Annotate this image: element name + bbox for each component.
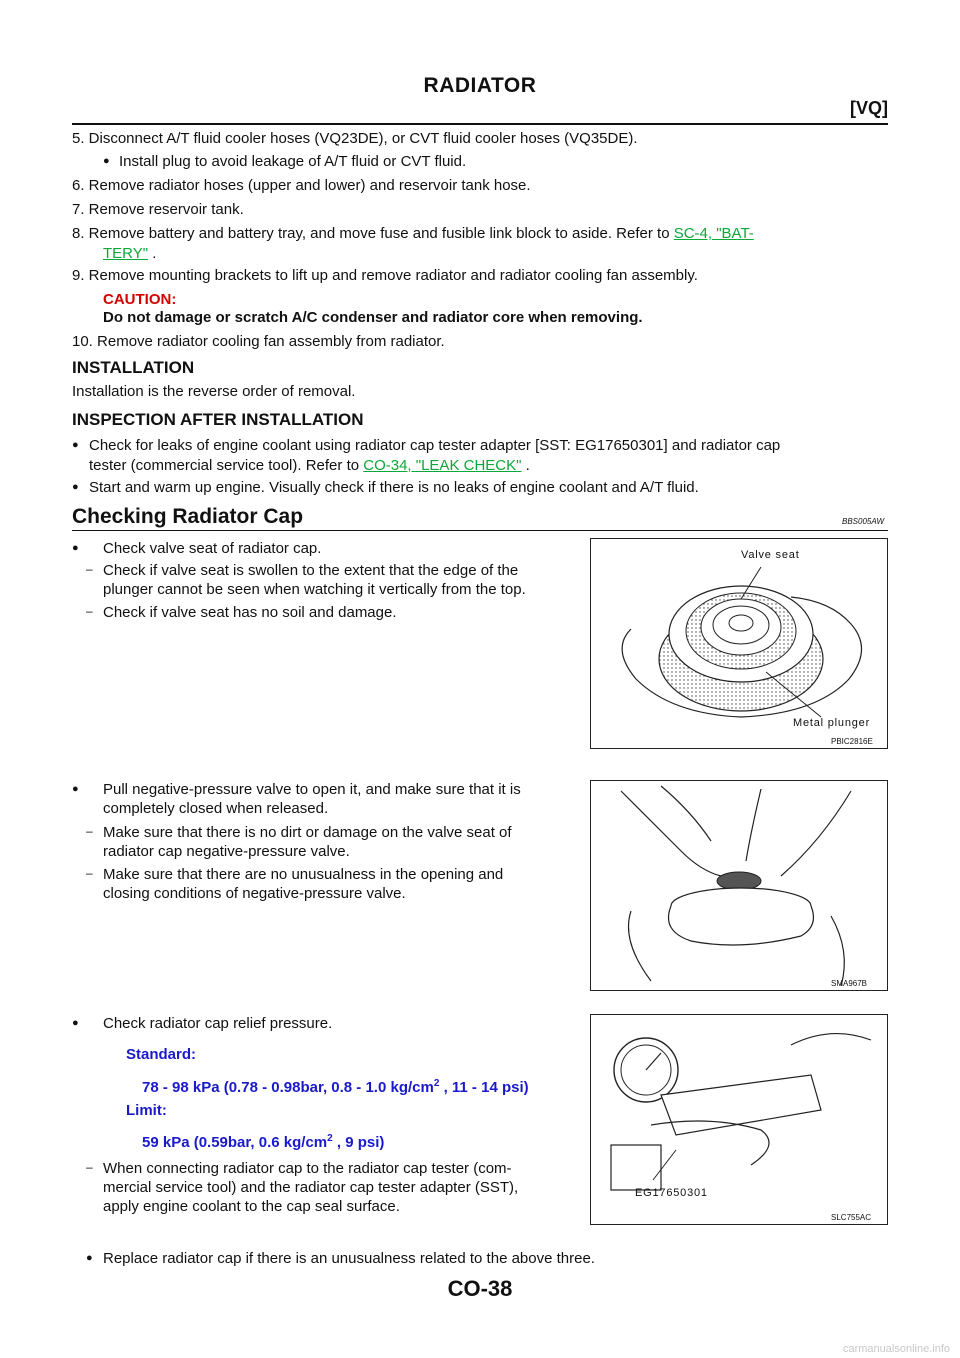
cap-dash-5-cont-2: apply engine coolant to the cap seal surface. (103, 1198, 400, 1215)
bullet-icon: ● (72, 481, 79, 493)
cap-dash-5: When connecting radiator cap to the radiator cap tester (com- (103, 1160, 512, 1177)
cap-bullet-2: Pull negative-pressure valve to open it, and make sure that it is (103, 781, 521, 798)
standard-value-a: 78 - 98 kPa (0.78 - 0.98bar, 0.8 - 1.0 kg/cm (142, 1079, 434, 1096)
cap-dash-4-cont: closing conditions of negative-pressure valve. (103, 885, 406, 902)
limit-label: Limit: (126, 1102, 167, 1119)
step-9: 9. Remove mounting brackets to lift up and remove radiator and radiator cooling fan assembly. (72, 267, 698, 284)
bullet-icon: ● (72, 1017, 79, 1029)
label-valve-seat: Valve seat (741, 549, 800, 561)
standard-value (142, 1074, 529, 1097)
standard-label: Standard: (126, 1046, 197, 1063)
bullet-icon: ● (103, 155, 110, 167)
figure-code: PBIC2816E (831, 737, 873, 746)
section-rule (72, 530, 888, 531)
limit-sup: 2 (327, 1133, 333, 1144)
cap-dash-2: Check if valve seat has no soil and damage. (103, 604, 397, 621)
watermark: carmanualsonline.info (842, 1343, 950, 1355)
link-co-34-leak-check[interactable]: CO-34, "LEAK CHECK" (363, 457, 522, 474)
step-8-cont (103, 244, 156, 263)
section-heading-radiator-cap: Checking Radiator Cap (72, 505, 304, 528)
bullet-icon: ● (72, 439, 79, 451)
link-sc-4-battery[interactable]: SC-4, "BAT- (673, 225, 754, 242)
dash-icon: – (86, 562, 93, 576)
hands-valve-illustration (591, 781, 887, 990)
step-5-bullet: Install plug to avoid leakage of A/T fluid or CVT fluid. (119, 153, 467, 170)
figure-cap-tester (590, 1014, 888, 1225)
bullet-icon: ● (72, 542, 79, 554)
inspection-bullet-1-end: . (521, 457, 530, 474)
step-8 (72, 224, 754, 243)
inspection-heading: INSPECTION AFTER INSTALLATION (72, 410, 364, 429)
limit-value-a: 59 kPa (0.59bar, 0.6 kg/cm (142, 1134, 328, 1151)
dash-icon: – (86, 1160, 93, 1174)
bullet-icon: ● (86, 1252, 93, 1264)
limit-value-b: , 9 psi) (332, 1134, 385, 1151)
cap-dash-3-cont: radiator cap negative-pressure valve. (103, 843, 350, 860)
inspection-bullet-1-text: tester (commercial service tool). Refer to (89, 457, 364, 474)
caution-text: Do not damage or scratch A/C condenser and radiator core when removing. (103, 309, 643, 326)
standard-value-b: , 11 - 14 psi) (439, 1079, 529, 1096)
cap-dash-1-cont: plunger cannot be seen when watching it vertically from the top. (103, 581, 526, 598)
inspection-bullet-1-cont (89, 456, 530, 475)
cap-dash-4: Make sure that there are no unusualness in the opening and (103, 866, 504, 883)
label-sst-adapter: EG17650301 (635, 1187, 708, 1199)
inspection-bullet-1: Check for leaks of engine coolant using radiator cap tester adapter [SST: EG17650301] and radiator cap (89, 437, 781, 454)
step-7: 7. Remove reservoir tank. (72, 201, 244, 218)
dash-icon: – (86, 604, 93, 618)
cap-dash-3: Make sure that there is no dirt or damage on the valve seat of (103, 824, 512, 841)
cap-bullet-3: Check radiator cap relief pressure. (103, 1015, 333, 1032)
installation-text: Installation is the reverse order of removal. (72, 383, 356, 400)
limit-value (142, 1129, 384, 1152)
dash-icon: – (86, 866, 93, 880)
inspection-bullet-2: Start and warm up engine. Visually check if there is no leaks of engine coolant and A/T fluid. (89, 479, 699, 496)
figure-code: SLC755AC (831, 1213, 872, 1222)
standard-sup: 2 (433, 1078, 440, 1089)
cap-dash-1: Check if valve seat is swollen to the extent that the edge of the (103, 562, 519, 579)
figure-valve-seat (590, 538, 888, 749)
figure-code: SMA967B (831, 979, 868, 988)
step-8-text: 8. Remove battery and battery tray, and move fuse and fusible link block to aside. Refer to (72, 225, 674, 242)
step-10: 10. Remove radiator cooling fan assembly from radiator. (72, 333, 445, 350)
bullet-icon: ● (72, 783, 79, 795)
caution-label: CAUTION: (103, 291, 177, 308)
label-metal-plunger: Metal plunger (793, 717, 871, 729)
step-5: 5. Disconnect A/T fluid cooler hoses (VQ23DE), or CVT fluid cooler hoses (VQ35DE). (72, 130, 638, 147)
page-number: CO-38 (447, 1276, 513, 1301)
link-sc-4-battery-cont[interactable]: TERY" (103, 245, 149, 262)
page-title: RADIATOR (423, 74, 537, 97)
cap-bullet-4: Replace radiator cap if there is an unusualness related to the above three. (103, 1250, 595, 1267)
dash-icon: – (86, 824, 93, 838)
installation-heading: INSTALLATION (72, 358, 195, 377)
header-rule (72, 123, 888, 125)
cap-bullet-2-cont: completely closed when released. (103, 800, 329, 817)
cap-bullet-1: Check valve seat of radiator cap. (103, 540, 322, 557)
step-6: 6. Remove radiator hoses (upper and lower) and reservoir tank hose. (72, 177, 531, 194)
figure-negative-pressure-valve (590, 780, 888, 991)
cap-dash-5-cont: mercial service tool) and the radiator cap tester adapter (SST), (103, 1179, 519, 1196)
section-code: BBS005AW (842, 517, 885, 526)
step-8-end: . (148, 245, 157, 262)
section-tag: [VQ] (850, 98, 888, 118)
